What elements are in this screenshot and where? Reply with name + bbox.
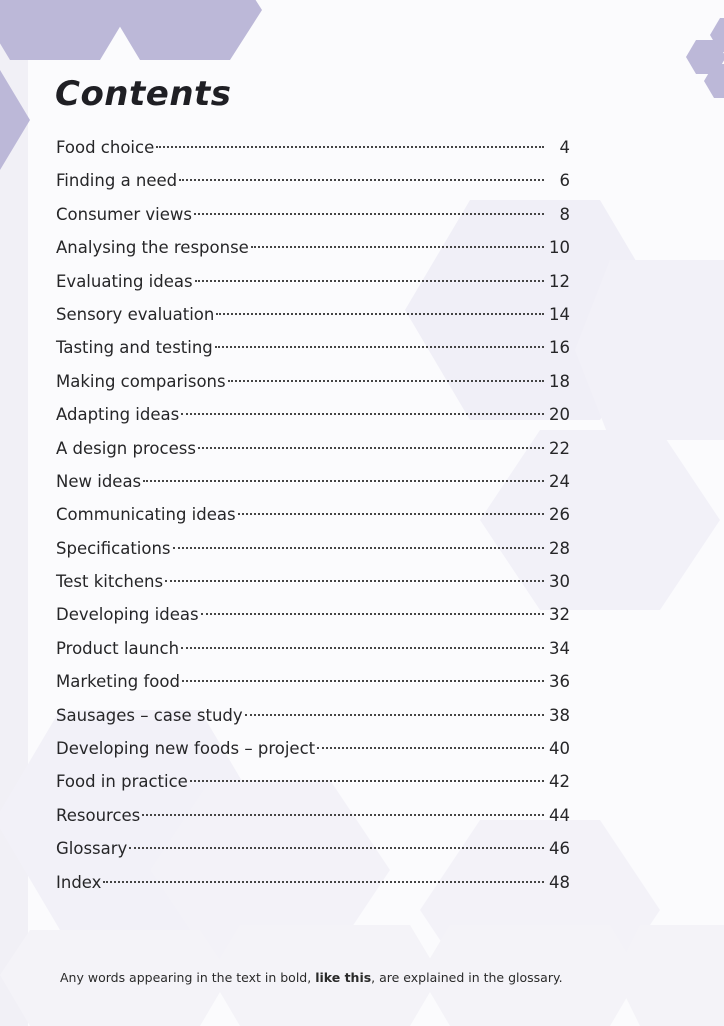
toc-entry-title: Marketing food [56,672,180,692]
dot-leader [216,312,544,315]
dot-leader [142,813,544,816]
toc-entry[interactable] [56,598,570,631]
toc-entry[interactable] [56,832,570,865]
toc-entry-page-number: 24 [549,471,570,491]
toc-entry[interactable] [56,231,570,264]
toc-entry[interactable] [56,565,570,598]
toc-entry-page-number: 32 [549,605,570,625]
glossary-note-bold-example: like this [315,970,372,985]
toc-entry-page-number: 12 [549,271,570,291]
dot-leader [179,178,544,181]
toc-entry[interactable] [56,432,570,465]
toc-entry-page-number: 10 [549,238,570,258]
toc-entry-title: New ideas [56,471,142,491]
toc-entry-title: Product launch [56,638,180,658]
dot-leader [181,412,544,415]
toc-entry[interactable] [56,732,570,765]
toc-entry[interactable] [56,198,570,231]
dot-leader [251,245,544,248]
toc-entry-title: Analysing the response [56,238,249,258]
toc-entry-page-number: 14 [549,304,570,324]
toc-entry-page-number: 36 [549,672,570,692]
toc-entry[interactable] [56,699,570,732]
toc-entry[interactable] [56,164,570,197]
dot-leader [129,846,544,849]
toc-entry-page-number: 46 [549,839,570,859]
toc-entry-title: Index [56,872,102,892]
dot-leader [143,479,544,482]
toc-entry-title: Developing new foods – project [56,739,316,759]
toc-entry[interactable] [56,498,570,531]
toc-entry-title: Adapting ideas [56,405,180,425]
glossary-note-text: Any words appearing in the text in bold, [60,970,316,985]
dot-leader [245,713,544,716]
toc-entry[interactable] [56,799,570,832]
toc-entry-page-number: 18 [549,371,570,391]
toc-entry-page-number: 38 [549,705,570,725]
dot-leader [215,345,544,348]
toc-entry[interactable] [56,465,570,498]
toc-entry-title: Food choice [56,138,155,157]
toc-entry-page-number: 30 [549,572,570,592]
toc-entry-title: Communicating ideas [56,505,236,525]
dot-leader [198,446,544,449]
dot-leader [195,279,544,282]
toc-entry-page-number: 44 [549,805,570,825]
toc-entry-page-number: 22 [549,438,570,458]
toc-entry-title: Tasting and testing [56,338,213,358]
dot-leader [190,779,544,782]
dot-leader [201,612,544,615]
toc-entry[interactable] [56,365,570,398]
dot-leader [238,512,544,515]
hexagon-decoration [0,0,130,60]
glossary-note [60,970,563,985]
dot-leader [156,145,544,148]
toc-entry[interactable] [56,331,570,364]
toc-entry-title: Finding a need [56,171,178,191]
toc-entry[interactable] [56,866,570,899]
toc-entry[interactable] [56,532,570,565]
toc-entry-title: Consumer views [56,204,192,224]
toc-entry-page-number: 26 [549,505,570,525]
dot-leader [228,379,544,382]
toc-entry-page-number: 28 [549,538,570,558]
dot-leader [173,546,544,549]
toc-entry-page-number: 8 [559,204,570,224]
toc-entry-title: Developing ideas [56,605,199,625]
toc-entry[interactable] [56,398,570,431]
hexagon-decoration [110,0,262,60]
toc-entry-title: Food in practice [56,772,188,792]
dot-leader [317,746,544,749]
toc-entry-title: Sausages – case study [56,705,243,725]
toc-entry[interactable] [56,131,570,164]
toc-entry-title: Resources [56,805,141,825]
toc-entry-page-number: 6 [559,171,570,191]
toc-entry-title: Making comparisons [56,371,226,391]
toc-entry-title: Test kitchens [56,572,164,592]
toc-entry-title: Sensory evaluation [56,304,215,324]
page-title: Contents [55,74,232,114]
toc-entry[interactable] [56,298,570,331]
toc-entry-page-number: 42 [549,772,570,792]
dot-leader [194,212,544,215]
table-of-contents [56,131,570,899]
toc-entry-page-number: 4 [559,138,570,157]
toc-entry-page-number: 16 [549,338,570,358]
toc-entry-title: A design process [56,438,196,458]
toc-entry[interactable] [56,265,570,298]
toc-entry-page-number: 20 [549,405,570,425]
toc-entry-page-number: 40 [549,739,570,759]
toc-entry-title: Evaluating ideas [56,271,193,291]
toc-entry[interactable] [56,632,570,665]
toc-entry[interactable] [56,765,570,798]
dot-leader [165,579,544,582]
glossary-note-text-end: , are explained in the glossary. [371,970,563,985]
toc-entry-page-number: 34 [549,638,570,658]
dot-leader [103,880,544,883]
toc-entry[interactable] [56,665,570,698]
dot-leader [181,646,544,649]
toc-entry-title: Glossary [56,839,128,859]
dot-leader [182,679,544,682]
toc-entry-title: Specifications [56,538,171,558]
toc-entry-page-number: 48 [549,872,570,892]
